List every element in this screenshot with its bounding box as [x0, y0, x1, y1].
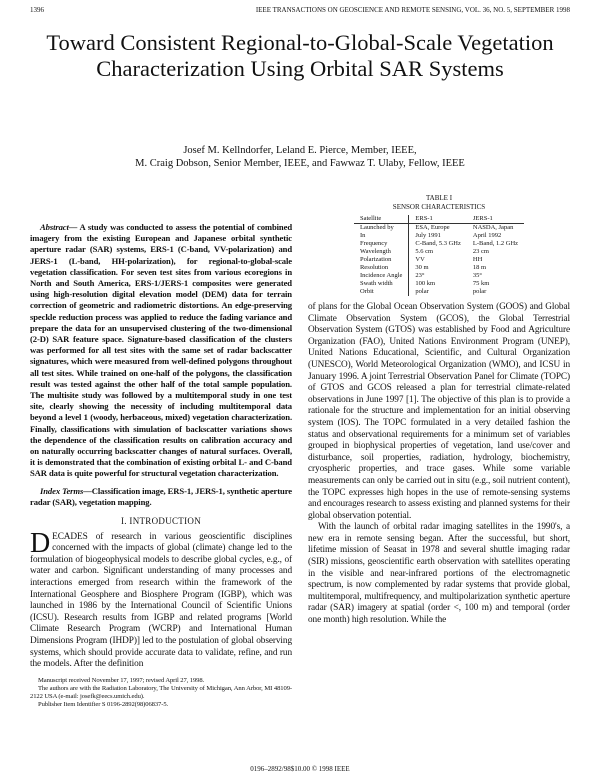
table-cell: 75 km: [472, 280, 490, 287]
table-row: [354, 272, 524, 280]
paragraph: With the launch of orbital radar imaging satellites in the 1990's, a new era in remote sensing began. After the successful, but short, lifetime mission of Seasat in 1978 and several shuttle imaging radar (SIR) missions, geoscientific earth observation with satellites operating in the visible and near-infrared portions of the electromagnetic spectrum, is now complemented by radar systems that provide global, multitemporal, multifrequency, and multipolarization synthetic aperture radar (SAR) imagery at spatial (order <, 100 m) and temporal (order one month) high resolution. While the: [308, 522, 570, 626]
table-cell: 5.6 cm: [415, 248, 434, 255]
left-column: [30, 222, 292, 709]
footnotes: [30, 677, 292, 709]
authors-line-1: Josef M. Kellndorfer, Leland E. Pierce, Member, IEEE,: [183, 145, 417, 156]
table-row: [354, 288, 524, 296]
table-cell: April 1992: [472, 232, 502, 239]
copyright-footer: 0196–2892/98$10.00 © 1998 IEEE: [250, 765, 350, 773]
index-terms-label: Index Terms—: [40, 485, 92, 496]
authors: [0, 144, 600, 170]
table-cell: NASDA, Japan: [472, 224, 514, 231]
table-cell: Wavelength: [354, 248, 409, 256]
table-cell: 30 m: [415, 264, 429, 271]
abstract: [30, 222, 292, 480]
table-cell: polar: [472, 288, 487, 295]
table-cell: 100 km: [415, 280, 436, 287]
table-cell: VV: [415, 256, 425, 263]
index-terms-text: Classification image, ERS-1, JERS-1, synthetic aperture radar (SAR), vegetation mapping.: [30, 485, 292, 507]
table-cell: 23 cm: [472, 248, 489, 255]
table-cell: Orbit: [354, 288, 409, 296]
authors-line-2: M. Craig Dobson, Senior Member, IEEE, and Fawwaz T. Ulaby, Fellow, IEEE: [135, 158, 465, 169]
intro-paragraph: [30, 527, 292, 671]
table-cell: Launched by: [354, 224, 409, 233]
table-cell: 18 m: [472, 264, 487, 271]
table-row: [354, 215, 524, 224]
table-cell: Incidence Angle: [354, 272, 409, 280]
table-row: [354, 232, 524, 240]
footnote: Publisher Item Identifier S 0196-2892(98)06837-5.: [38, 700, 169, 708]
table-caption-number: TABLE I: [425, 194, 453, 202]
table-cell: ESA, Europe: [415, 224, 450, 231]
table-row: [354, 280, 524, 288]
drop-cap: D: [30, 527, 51, 559]
table-cell: HH: [472, 256, 483, 263]
table-cell: Satellite: [354, 215, 409, 224]
abstract-label: Abstract—: [40, 222, 78, 232]
table-row: [354, 264, 524, 272]
abstract-text: A study was conducted to assess the potential of combined imagery from the existing European and Japanese orbital synthetic aperture radar (SAR) systems, ERS-1 (C-band, VV-polarization) and JERS-1 (L-band, HH-polarization), for regional-to-global-scale vegetation classification. For seven test sites from various ecoregions in North and South America, ERS-1/JERS-1 composites were generated using high-resolution digital elevation model (DEM) data for terrain correction of geometric and radiometric distortions. An edge-preserving speckle reduction process was applied to reduce the fading variance and prepare the data for an unsupervised clustering of the two-dimensional (2-D) SAR feature space. Signature-based classification of the clusters was performed for all test sites with the same set of radar backscatter signatures, which were measured from well-defined polygons throughout all test sites. While trained on one-half of the polygons, the classification result was tested against the other half of the total sample population. The multisite study was followed by a multitemporal study in one test site, clearly showing the necessity of including multitemporal data beyond a level 1 (woody, herbaceous, mixed) vegetation characterization. Finally, classifications with simulation of backscatter variations shows the dependence of the classification results on calibration accuracy and on naturally occurring backscatter changes of natural surfaces. Overall, it is demonstrated that the combination of existing orbital L- and C-band SAR data is quite powerful for structural vegetation characterization.: [30, 222, 292, 479]
sensor-table: [308, 194, 570, 296]
table-caption-title: SENSOR CHARACTERISTICS: [392, 203, 486, 211]
table-cell: Polarization: [354, 256, 409, 264]
paper-title: Toward Consistent Regional-to-Global-Scale Vegetation Characterization Using Orbital SAR Systems: [46, 30, 554, 81]
section-heading: I. INTRODUCTION: [121, 516, 201, 527]
running-header: IEEE TRANSACTIONS ON GEOSCIENCE AND REMOTE SENSING, VOL. 36, NO. 5, SEPTEMBER 1998: [255, 6, 570, 14]
table-cell: Resolution: [354, 264, 409, 272]
table-cell: 35°: [472, 272, 482, 279]
table-cell: July 1991: [415, 232, 441, 239]
table-cell: Swath width: [354, 280, 409, 288]
table-row: [354, 240, 524, 248]
footnote: Manuscript received November 17, 1997; revised April 27, 1998.: [38, 676, 205, 684]
right-column: [308, 302, 570, 627]
table-cell: polar: [415, 288, 429, 295]
paragraph: of plans for the Global Ocean Observation System (GOOS) and Global Climate Observation System (GCOS), the Global Terrestrial Observation System (GTOS) was established by Food and Agriculture Organization (FAO), United Nations Environment Program (UNEP), United Nations Educational, Scientific, and Cultural Organization (UNESCO), World Meteorological Organization (WMO), and ICSU in January 1996. A joint Terrestrial Observation Panel for Climate (TOPC) of GTOS and GCOS released a plan for terrestrial climate-related observations in June 1997 [1]. The objective of this plan is to provide a rationale for the structure and implementation for an initial observing system (IOS). The TOPC formulated in a very detailed fashion the status and observational requirements for a minimum set of variables grouped in biophysical properties of vegetation, land use/cover and disturbance, soil properties, radiation, hydrology, biochemistry, cryospheric properties, and trace gases. While some variable measurements can only be carried out in situ (e.g., soil nutrient content), the TOPC expresses high hopes in the use of remote-sensing systems and encourages research to assess existing and planned systems for their global observation potential.: [308, 302, 570, 521]
table-cell: JERS-1: [467, 215, 524, 224]
table-cell: Frequency: [354, 240, 409, 248]
table-cell: In: [354, 232, 409, 240]
table-row: [354, 256, 524, 264]
table-body: [354, 215, 524, 296]
page-number: 1396: [30, 6, 44, 14]
table-cell: ERS-1: [409, 215, 467, 224]
index-terms: [30, 486, 292, 508]
table-row: [354, 248, 524, 256]
table-cell: 23°: [415, 272, 425, 279]
table-cell: C-Band, 5.3 GHz: [415, 240, 461, 247]
table-cell: L-Band, 1.2 GHz: [472, 240, 519, 247]
footnote: The authors are with the Radiation Laboratory, The University of Michigan, Ann Arbor, MI 48109-2122 USA (e-mail: josefk@eecs.umich.edu).: [30, 684, 292, 700]
table-row: [354, 224, 524, 233]
intro-text: ECADES of research in various geoscientific disciplines concerned with the impacts of global (climate) change led to the formulation of biogeophysical models to describe global cycles, e.g., of water and carbon. Significant understanding of many processes and interactions emerged from research within the framework of the International Geosphere and Biosphere Program (IGBP), which was launched in 1986 by the International Council of Scientific Unions (ICSU). Research results from IGBP and related programs [World Climate Research Program (WCRP) and International Human Dimensions Program (IHDP)] led to the postulation of global observing systems, which should provide accurate data to validate, refine, and run the models. After the definition: [30, 531, 292, 670]
